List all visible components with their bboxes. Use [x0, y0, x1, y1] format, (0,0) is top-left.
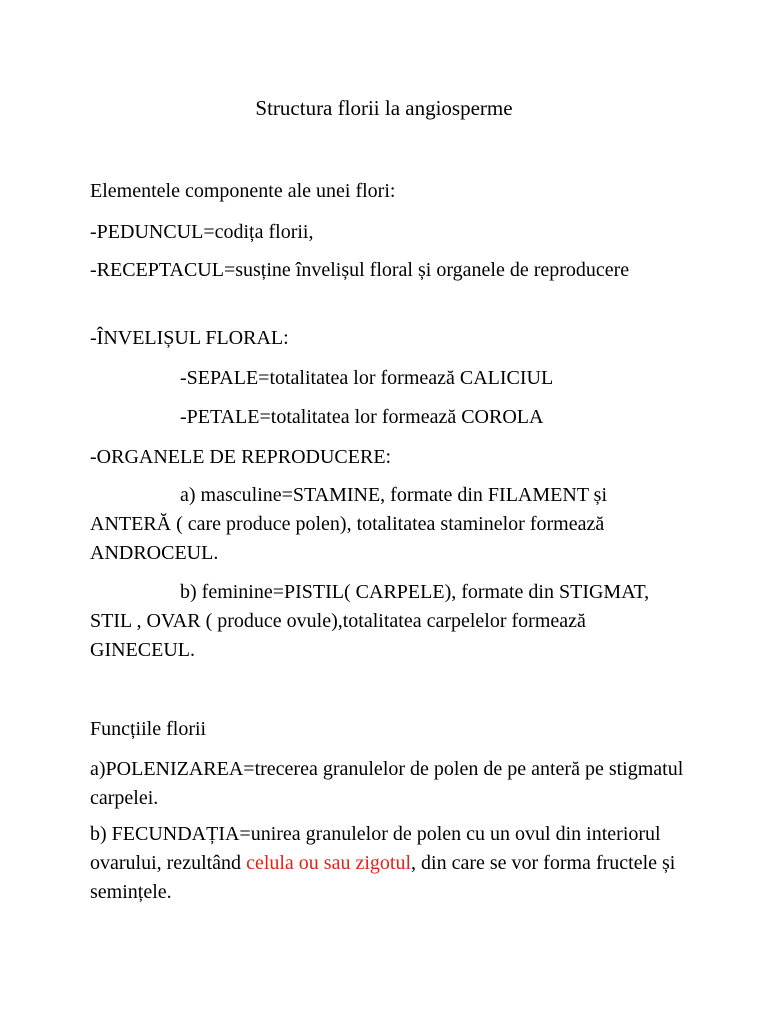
polenizare-paragraph: a)POLENIZAREA=trecerea granulelor de polen de pe anteră pe stigmatul carpelei. [90, 758, 684, 809]
fecundatie-text-end: , din care se vor forma fructele și semințele. [90, 852, 676, 903]
petale-line: -PETALE=totalitatea lor formează COROLA [180, 406, 544, 428]
sepale-line: -SEPALE=totalitatea lor formează CALICIUL [180, 367, 554, 389]
fecundatie-paragraph [90, 820, 690, 907]
feminine-paragraph: b) feminine=PISTIL( CARPELE), formate din STIGMAT, STIL , OVAR ( produce ovule),totalitatea carpelelor formează GINECEUL. [90, 581, 650, 661]
fecundatie-highlight: celula ou sau zigotul [246, 852, 412, 874]
functii-heading: Funcțiile florii [90, 718, 207, 740]
organe-reproducere-heading: -ORGANELE DE REPRODUCERE: [90, 446, 392, 468]
receptacul-paragraph: -RECEPTACUL=susține învelișul floral și organele de reproducere [90, 259, 630, 281]
masculine-paragraph: a) masculine=STAMINE, formate din FILAMENT și ANTERĂ ( care produce polen), totalitatea staminelor formează ANDROCEUL. [90, 484, 608, 564]
fecundatie-text-start: b) FECUNDAȚIA=unirea granulelor de polen cu un ovul din interiorul ovarului, rezultând [90, 823, 661, 874]
peduncul-line: -PEDUNCUL=codița florii, [90, 221, 314, 243]
invelis-floral-heading: -ÎNVELIȘUL FLORAL: [90, 327, 289, 349]
intro-line: Elementele componente ale unei flori: [90, 180, 396, 202]
page-title: Structura florii la angiosperme [255, 96, 513, 120]
